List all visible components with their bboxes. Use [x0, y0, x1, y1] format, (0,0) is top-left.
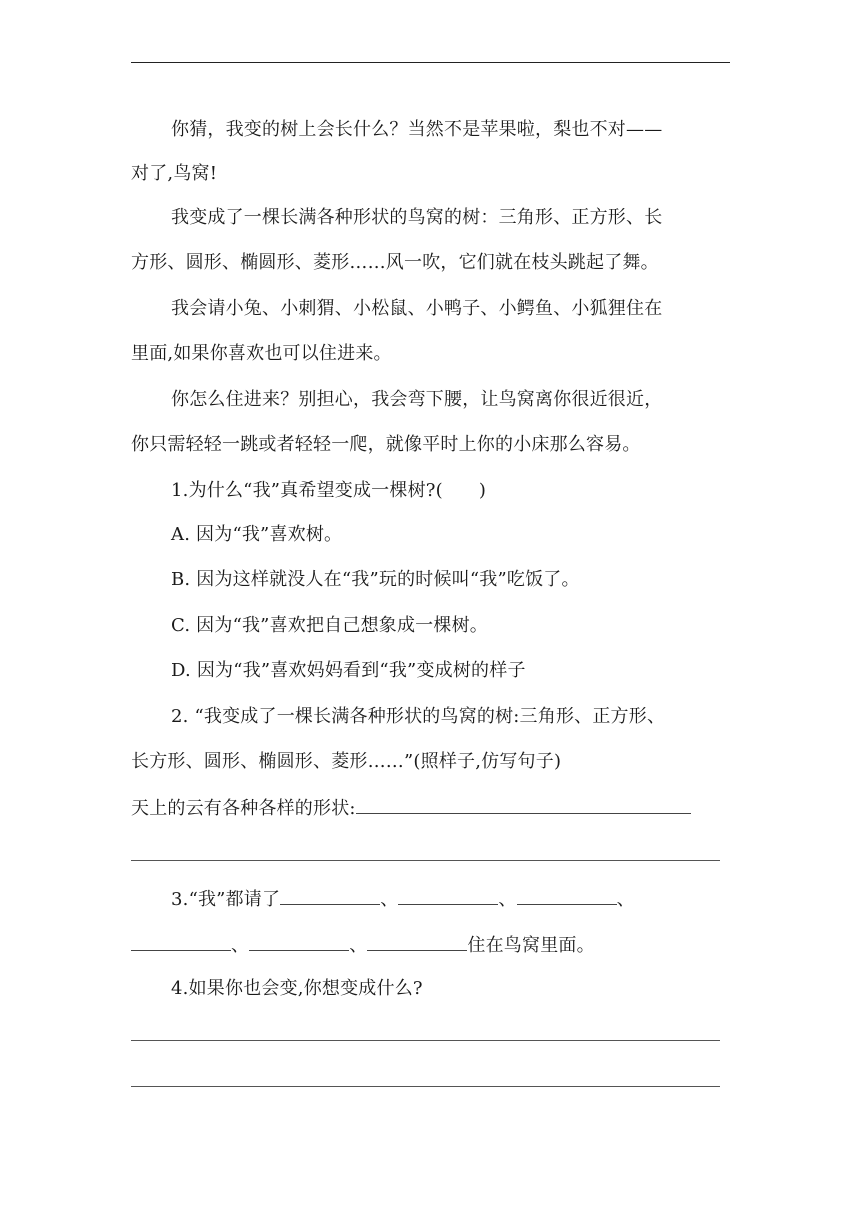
passage-p2-line1: 我变成了一棵长满各种形状的鸟窝的树：三角形、正方形、长: [171, 207, 663, 228]
q4-stem: 4.如果你也会变,你想变成什么?: [171, 978, 423, 999]
q4-answer-line-1[interactable]: [131, 1040, 720, 1041]
q3-post-text: 住在鸟窝里面。: [467, 935, 595, 956]
q3-separator: 、: [498, 889, 517, 910]
q3-separator: 、: [616, 889, 635, 910]
q3-blank-3[interactable]: [517, 886, 617, 905]
q4-answer-line-2[interactable]: [131, 1086, 720, 1087]
passage-p2-line2: 方形、圆形、椭圆形、菱形……风一吹，它们就在枝头跳起了舞。: [131, 252, 659, 273]
q1-stem-text: 1.为什么“我”真希望变成一棵树?(: [171, 480, 443, 501]
q1-option-a: A. 因为“我”喜欢树。: [171, 524, 343, 545]
q3-separator: 、: [380, 889, 399, 910]
q1-option-c: C. 因为“我”喜欢把自己想象成一棵树。: [171, 615, 488, 636]
q3-blank-2[interactable]: [398, 886, 498, 905]
q3-blank-1[interactable]: [280, 886, 380, 905]
passage-p1-line2: 对了,鸟窝!: [131, 163, 218, 184]
q1-option-d: D. 因为“我”喜欢妈妈看到“我”变成树的样子: [171, 660, 526, 681]
passage-p4-line1: 你怎么住进来？别担心，我会弯下腰，让鸟窝离你很近很近，: [171, 389, 663, 410]
q3-line1: [171, 886, 635, 912]
q3-blank-5[interactable]: [249, 932, 349, 951]
q2-prompt: [131, 795, 691, 821]
q2-prompt-text: 天上的云有各种各样的形状:: [131, 798, 356, 819]
q3-stem-text: 3.“我”都请了: [171, 889, 281, 910]
q1-option-b: B. 因为这样就没人在“我”玩的时候叫“我”吃饭了。: [171, 569, 580, 590]
q2-answer-blank[interactable]: [356, 795, 691, 814]
passage-p3-line2: 里面,如果你喜欢也可以住进来。: [131, 343, 392, 364]
q3-blank-4[interactable]: [131, 932, 231, 951]
passage-p4-line2: 你只需轻轻一跳或者轻轻一爬，就像平时上你的小床那么容易。: [131, 434, 641, 455]
q1-stem-close: ): [478, 480, 487, 501]
q1-stem: [171, 479, 486, 503]
q3-separator: 、: [349, 935, 368, 956]
q3-separator: 、: [231, 935, 250, 956]
passage-p3-line1: 我会请小兔、小刺猬、小松鼠、小鸭子、小鳄鱼、小狐狸住在: [171, 298, 663, 319]
q3-line2: [131, 932, 595, 958]
q2-stem-line2: 长方形、圆形、椭圆形、菱形……”(照样子,仿写句子): [131, 751, 562, 772]
passage-p1-line1: 你猜，我变的树上会长什么？当然不是苹果啦，梨也不对——: [171, 119, 663, 140]
header-rule: [131, 62, 730, 63]
q3-blank-6[interactable]: [367, 932, 467, 951]
q2-answer-line[interactable]: [131, 860, 720, 861]
q2-stem-line1: 2. “我变成了一棵长满各种形状的鸟窝的树:三角形、正方形、: [171, 706, 666, 727]
